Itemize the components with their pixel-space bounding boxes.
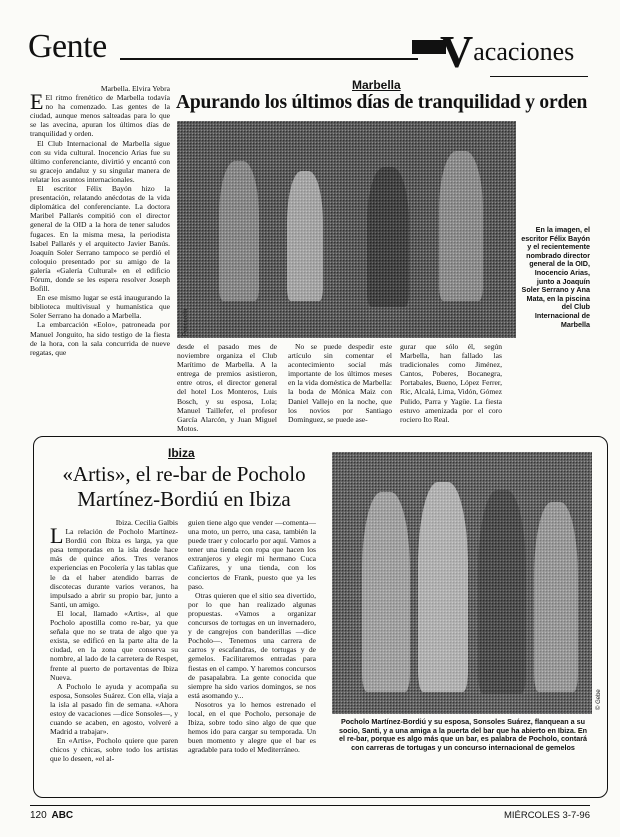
marbella-kicker	[352, 78, 401, 92]
header-rule	[120, 58, 418, 60]
ibiza-kicker	[168, 446, 195, 460]
page-number: 120	[30, 810, 47, 821]
marbella-paragraph: En ese mismo lugar se está inaugurando la biblioteca multivisual y humanística que Soler Serrano ha donado a Marbella.	[30, 293, 170, 321]
photo-figure	[362, 492, 410, 692]
marbella-column-3	[288, 342, 392, 424]
marbella-column-1	[30, 84, 170, 357]
ibiza-text: La relación de Pocholo Martínez-Bordiú con Ibiza es larga, ya que pasa temporadas en la isla desde hace más de quince años. Tres veranos experiencias en Pocolería y las tablas que le da el haber atendido barras de discotecas durante varios veranos, ha impulsado a abrir su propio bar, junto a Santi, un amigo.	[50, 527, 178, 609]
marbella-column-4	[400, 342, 502, 424]
photo-figure	[367, 167, 409, 307]
ibiza-column-2	[188, 518, 316, 790]
section-title-text: Gente	[28, 28, 107, 65]
paper-name: ABC	[51, 810, 74, 821]
marbella-paragraph	[30, 89, 170, 139]
photo-figure	[418, 482, 468, 692]
footer-date	[498, 810, 590, 821]
date-text: MIÉRCOLES 3-7-96	[503, 810, 590, 821]
caption-text: En la imagen, el escritor Félix Bayón y el recientemente nombrado director general de la OID, Inocencio Arias, junto a Joaquín Soler Serrano y Ana Mata, en la piscina del Club Internacional de Marbella	[521, 225, 590, 329]
ibiza-photo-caption	[336, 718, 590, 752]
drop-cap: L	[50, 523, 64, 549]
photo-figure	[534, 502, 578, 692]
ibiza-photo	[332, 452, 592, 714]
marbella-paragraph: La embarcación «Eolo», patroneada por Manuel Jonguito, ha sido testigo de la fiesta de la hora, con la sala concurrida de nueve regatas, que	[30, 320, 170, 357]
drop-cap: E	[30, 89, 44, 115]
marbella-text: El ritmo frenético de Marbella todavía no ha comenzado. Las gentes de la ciudad, aunque menos salteadas para lo que se las avecina, apuran los últimos días de tranquilidad y orden.	[30, 93, 170, 139]
marbella-column-2	[177, 342, 277, 433]
footer-page	[30, 810, 73, 821]
marbella-paragraph: El escritor Félix Bayón hizo la presentación, relatando anécdotas de la vida diplomática del conferenciante. La doctora Maribel Pallarés compitió con el director general de la OID a la hora de tener saludos fugaces. En la misma mesa, la periodista Isabel Pallarés y el arquitecto Javier Banús. Joaquín Soler Serrano tampoco se perdió el coloquio presentado por su amigo de la galería «Galería Cultural» en el edificio Fórum, donde se les espera resolver Joseph Bofill.	[30, 184, 170, 294]
kicker-text: Ibiza	[168, 446, 195, 460]
ibiza-paragraph	[50, 523, 178, 609]
marbella-photo-credit	[183, 309, 189, 336]
marbella-photo-caption	[518, 226, 590, 329]
ibiza-paragraph: A Pocholo le ayuda y acompaña su esposa, Sonsoles Suárez. Con ella, viaja a la isla al pasado fin de semana. «Ahora estoy de vacaciones —dice Sonsoles—, y cuando se acaben, en agosto, volveré a Madrid a trabajar».	[50, 681, 178, 737]
ibiza-paragraph: El local, llamado «Artis», al que Pocholo apostilla como re-bar, ya que señala que no se trata de algo que ya exista, se edificó en la parte alta de la ciudad, en la zona que conserva su nombre, al lado de la carretera de Respet, frente al puerto de portaventas de Ibiza Nueva.	[50, 608, 178, 682]
ibiza-paragraph: Otras quieren que el sitio sea divertido, por lo que han realizado algunas propuestas. «Vamos a organizar concursos de tortugas en un invernadero, y de cangrejos con banderillas —dice Pocholo—. Tenemos una carrera de carros y escafandras, de tortugas y de gemelos. Facilitaremos entradas para fiestas en el campo. Y haremos concursos de pasapalabra. La gente conocida que siempre ha sido varios domingos, se nos está asomando y...	[188, 590, 316, 700]
marbella-paragraph: No se puede despedir este artículo sin comentar el acontecimiento social más importante de los últimos meses en la vida doméstica de Marbella: la boda de Mónica Maiz con Daniel Vallejo en la noche, que los novios por Santiago Domínguez, se puede ase-	[288, 342, 392, 424]
section-title-gente	[28, 30, 107, 64]
photo-figure	[439, 151, 483, 301]
ibiza-paragraph: En «Artis», Pocholo quiere que paren chicos y chicas, sobre todo los artistas que lo deseen, «el al-	[50, 736, 178, 764]
ibiza-paragraph: Nosotros ya lo hemos estrenado el local, en el que Pocholo, personaje de Ibiza, sobre todo sino algo de que que hemos ido para cargar su temporada. Un buen momento y alegre que el bar es agradable para todo el Mediterráneo.	[188, 699, 316, 755]
credit-text: © Gebe	[596, 689, 602, 710]
credit-text: Pericurela	[183, 308, 189, 336]
ibiza-photo-credit	[596, 689, 602, 710]
ibiza-paragraph: guien tiene algo que vender —comenta— una moto, un perro, una casa, también la puede traer y colocarlo por aquí. Vamos a tener una tienda con ropa que hacen los extranjeros y elegir mi hermano Cuca Cañizares, y una tienda, con los conciertos de Frank, puesto que ya les paso.	[188, 518, 316, 591]
marbella-paragraph: El Club Internacional de Marbella sigue con su vida cultural. Inocencio Arias fue su último conferenciante, divirtió y encantó con su gracejo andaluz y su singular manera de relatar los asuntos internacionales.	[30, 138, 170, 184]
section-title-vacaciones	[440, 26, 575, 77]
ibiza-headline	[44, 462, 324, 512]
section-title-rest: acaciones	[473, 37, 575, 66]
photo-figure	[219, 161, 259, 301]
headline-text: «Artis», el re-bar de Pocholo Martínez-Bordiú en Ibiza	[62, 462, 306, 511]
ibiza-column-1	[50, 518, 178, 790]
marbella-dateline: Marbella. Elvira Yebra	[100, 84, 170, 93]
marbella-paragraph: gurar que sólo él, según Marbella, han fallado las tradicionales como Jiménez, Cantos, Poberes, Bocanegra, Portabales, Bueno, López Ferrer, Ric, Alcalá, Lima, Vidón, Gómez Pulido, Parra y Yagüe. La fiesta estuvo amenizada por el coro rociero Ito Real.	[400, 342, 502, 424]
photo-figure	[287, 171, 323, 301]
marbella-headline	[176, 92, 596, 114]
section-initial-v: V	[440, 26, 474, 77]
marbella-photo	[177, 121, 516, 338]
header-rule-right	[490, 76, 588, 77]
headline-text: Apurando los últimos días de tranquilidad y orden	[176, 92, 588, 113]
footer-rule	[30, 805, 590, 806]
caption-text: Pocholo Martínez-Bordiú y su esposa, Sonsoles Suárez, flanquean a su socio, Santi, y a una amiga a la puerta del bar que ha abierto en Ibiza. En el re-bar, porque es algo más que un bar, es palabra de Pocholo, contará con carreras de tortugas y un concurso internacional de gemelos	[338, 717, 588, 752]
ibiza-dateline: Ibiza. Cecilia Galbis	[115, 518, 178, 527]
kicker-text: Marbella	[352, 78, 401, 92]
photo-figure	[478, 490, 526, 694]
marbella-paragraph: desde el pasado mes de noviembre organiza el Club Marítimo de Marbella. A la entrega de premios asistieron, entre otros, el director general del hotel Los Monteros, Luis Bosch, y su esposa, Lola; Manuel Taillefer, el profesor García Alarcón, y Juan Miguel Motos.	[177, 342, 277, 433]
